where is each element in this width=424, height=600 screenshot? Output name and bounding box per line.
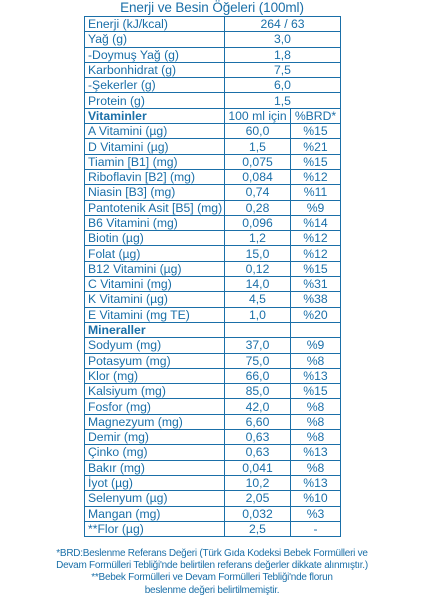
nutrient-brd: %21 <box>291 139 341 154</box>
nutrient-brd: %3 <box>291 506 341 521</box>
nutrient-brd: %13 <box>291 475 341 490</box>
table-row <box>85 32 341 47</box>
nutrient-value: 7,5 <box>225 62 341 77</box>
nutrient-value: 75,0 <box>225 353 291 368</box>
nutrient-name: Folat (µg) <box>85 246 225 261</box>
nutrient-brd: %12 <box>291 246 341 261</box>
table-row <box>85 215 341 230</box>
nutrient-value: 1,5 <box>225 139 291 154</box>
nutrient-value: 0,032 <box>225 506 291 521</box>
nutrient-name: Klor (mg) <box>85 368 225 383</box>
nutrient-brd: %13 <box>291 445 341 460</box>
nutrient-name: C Vitamini (mg) <box>85 277 225 292</box>
nutrient-brd: %8 <box>291 414 341 429</box>
nutrient-name: Kalsiyum (mg) <box>85 384 225 399</box>
nutrient-name: İyot (µg) <box>85 475 225 490</box>
nutrient-value <box>225 322 291 337</box>
nutrient-name: Biotin (µg) <box>85 231 225 246</box>
nutrient-brd: %15 <box>291 384 341 399</box>
nutrient-brd: %10 <box>291 491 341 506</box>
table-row <box>85 491 341 506</box>
nutrient-brd: %11 <box>291 185 341 200</box>
footnote-line: *BRD:Beslenme Referans Değeri (Türk Gıda Kodeksi Bebek Formülleri ve <box>56 548 368 559</box>
nutrient-brd: %BRD* <box>291 108 341 123</box>
nutrition-table <box>84 16 341 537</box>
table-row <box>85 338 341 353</box>
footnote-line: Devam Formülleri Tebliği'nde belirtilen referans değerler dikkate alınmıştır.) <box>56 560 368 572</box>
nutrient-value: 10,2 <box>225 475 291 490</box>
nutrient-name: -Şekerler (g) <box>85 78 225 93</box>
nutrient-name: Pantotenik Asit [B5] (mg) <box>85 200 225 215</box>
nutrient-name: Mineraller <box>85 322 225 337</box>
nutrient-value: 2,05 <box>225 491 291 506</box>
nutrient-name: A Vitamini (µg) <box>85 124 225 139</box>
nutrient-name: Demir (mg) <box>85 430 225 445</box>
footnote-line: beslenme değeri belirtilmemiştir. <box>144 584 280 596</box>
nutrient-value: 42,0 <box>225 399 291 414</box>
nutrient-value: 0,075 <box>225 154 291 169</box>
nutrient-brd: %8 <box>291 430 341 445</box>
section-header-row <box>85 322 341 337</box>
table-row <box>85 261 341 276</box>
nutrient-brd: %8 <box>291 353 341 368</box>
table-row <box>85 384 341 399</box>
footnote-line: **Bebek Formülleri ve Devam Formülleri Tebliği'nde florun <box>91 572 333 584</box>
table-row <box>85 185 341 200</box>
nutrient-name: Niasin [B3] (mg) <box>85 185 225 200</box>
table-row <box>85 475 341 490</box>
table-row <box>85 246 341 261</box>
table-row <box>85 169 341 184</box>
nutrient-brd: %15 <box>291 261 341 276</box>
nutrient-value: 100 ml için <box>225 108 291 123</box>
table-row <box>85 277 341 292</box>
nutrient-value: 1,0 <box>225 307 291 322</box>
nutrient-value: 6,0 <box>225 78 341 93</box>
table-row <box>85 154 341 169</box>
nutrient-name: -Doymuş Yağ (g) <box>85 47 225 62</box>
nutrient-value: 6,60 <box>225 414 291 429</box>
table-row <box>85 47 341 62</box>
nutrient-name: Tiamin [B1] (mg) <box>85 154 225 169</box>
table-row <box>85 460 341 475</box>
nutrient-brd: %13 <box>291 368 341 383</box>
table-row <box>85 124 341 139</box>
nutrient-brd: %8 <box>291 460 341 475</box>
nutrient-brd: %38 <box>291 292 341 307</box>
table-row <box>85 414 341 429</box>
nutrient-name: Protein (g) <box>85 93 225 108</box>
nutrient-value: 1,8 <box>225 47 341 62</box>
footnotes <box>0 548 424 597</box>
nutrient-name: Selenyum (µg) <box>85 491 225 506</box>
nutrient-brd: %12 <box>291 169 341 184</box>
nutrient-value: 0,63 <box>225 445 291 460</box>
nutrient-name: Bakır (mg) <box>85 460 225 475</box>
nutrient-name: Fosfor (mg) <box>85 399 225 414</box>
table-row <box>85 139 341 154</box>
nutrient-name: Magnezyum (mg) <box>85 414 225 429</box>
table-row <box>85 17 341 32</box>
table-row <box>85 231 341 246</box>
nutrient-value: 0,041 <box>225 460 291 475</box>
nutrient-name: **Flor (µg) <box>85 521 225 536</box>
nutrient-value: 0,63 <box>225 430 291 445</box>
nutrient-value: 4,5 <box>225 292 291 307</box>
table-title: Enerji ve Besin Öğeleri (100ml) <box>120 0 304 15</box>
table-row <box>85 200 341 215</box>
nutrient-value: 60,0 <box>225 124 291 139</box>
nutrient-value: 2,5 <box>225 521 291 536</box>
table-row <box>85 399 341 414</box>
nutrient-brd: %12 <box>291 231 341 246</box>
table-row <box>85 445 341 460</box>
table-row <box>85 78 341 93</box>
nutrient-name: Çinko (mg) <box>85 445 225 460</box>
nutrient-value: 14,0 <box>225 277 291 292</box>
nutrient-name: D Vitamini (µg) <box>85 139 225 154</box>
nutrient-value: 0,28 <box>225 200 291 215</box>
nutrient-value: 37,0 <box>225 338 291 353</box>
nutrient-name: Potasyum (mg) <box>85 353 225 368</box>
nutrient-brd <box>291 322 341 337</box>
nutrient-value: 0,084 <box>225 169 291 184</box>
nutrient-value: 0,096 <box>225 215 291 230</box>
nutrient-brd: %9 <box>291 338 341 353</box>
table-row <box>85 506 341 521</box>
table-row <box>85 430 341 445</box>
nutrient-value: 85,0 <box>225 384 291 399</box>
table-row <box>85 521 341 536</box>
nutrient-name: Mangan (mg) <box>85 506 225 521</box>
table-row <box>85 353 341 368</box>
nutrient-brd: - <box>291 521 341 536</box>
nutrient-brd: %9 <box>291 200 341 215</box>
table-row <box>85 292 341 307</box>
nutrient-name: Karbonhidrat (g) <box>85 62 225 77</box>
nutrient-value: 66,0 <box>225 368 291 383</box>
nutrient-brd: %8 <box>291 399 341 414</box>
nutrient-name: Vitaminler <box>85 108 225 123</box>
table-row <box>85 62 341 77</box>
nutrient-value: 1,5 <box>225 93 341 108</box>
nutrient-name: E Vitamini (mg TE) <box>85 307 225 322</box>
nutrient-value: 3,0 <box>225 32 341 47</box>
nutrient-brd: %31 <box>291 277 341 292</box>
section-header-row <box>85 108 341 123</box>
nutrient-brd: %14 <box>291 215 341 230</box>
nutrient-name: K Vitamini (µg) <box>85 292 225 307</box>
nutrient-name: Riboflavin [B2] (mg) <box>85 169 225 184</box>
nutrient-name: Enerji (kJ/kcal) <box>85 17 225 32</box>
table-row <box>85 93 341 108</box>
nutrient-value: 0,74 <box>225 185 291 200</box>
table-row <box>85 368 341 383</box>
nutrient-value: 1,2 <box>225 231 291 246</box>
nutrient-value: 15,0 <box>225 246 291 261</box>
nutrient-name: Sodyum (mg) <box>85 338 225 353</box>
nutrient-value: 264 / 63 <box>225 17 341 32</box>
nutrient-name: B6 Vitamini (mg) <box>85 215 225 230</box>
nutrient-brd: %15 <box>291 154 341 169</box>
table-row <box>85 307 341 322</box>
nutrient-name: B12 Vitamini (µg) <box>85 261 225 276</box>
nutrient-brd: %20 <box>291 307 341 322</box>
nutrient-brd: %15 <box>291 124 341 139</box>
nutrient-name: Yağ (g) <box>85 32 225 47</box>
nutrient-value: 0,12 <box>225 261 291 276</box>
nutrition-table-wrapper <box>84 16 340 537</box>
